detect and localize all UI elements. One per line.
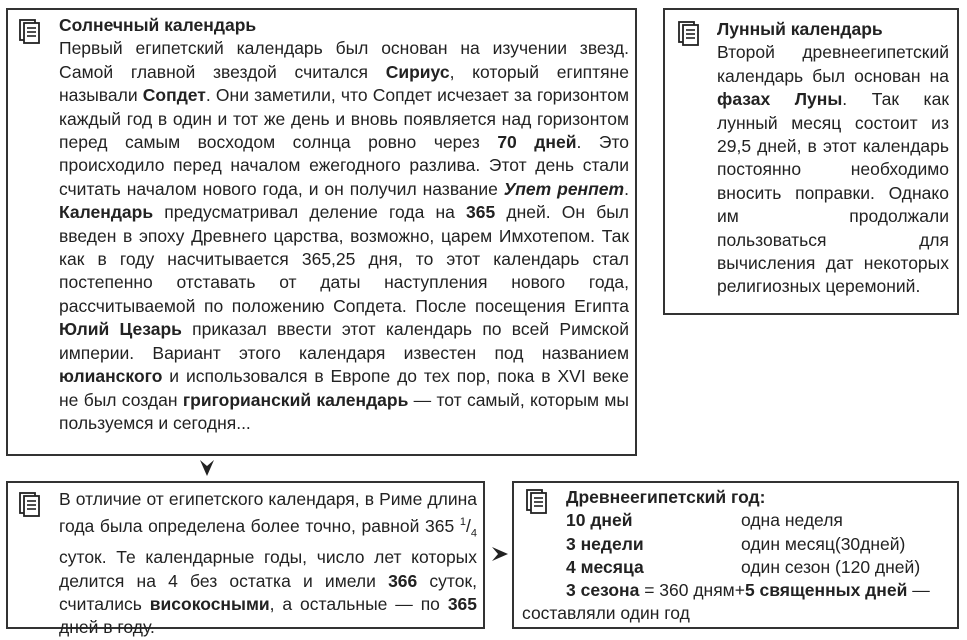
lunar-calendar-title: Лунный календарь — [717, 19, 883, 39]
egyptian-year-title: Древнеегипетский год: — [566, 487, 766, 507]
solar-text-run: Юлий Цезарь — [59, 319, 182, 340]
solar-text-run: григорианский календарь — [182, 389, 409, 410]
solar-text-run: Упет ренпет — [503, 178, 625, 199]
document-icon — [19, 19, 41, 45]
year-row — [566, 556, 951, 579]
year-row — [566, 509, 951, 532]
lunar-calendar-body — [717, 41, 949, 298]
solar-text-run: приказал ввести этот календарь по всей Римской империи. Вариант этого календаря известен под названием — [59, 319, 630, 363]
solar-text-run: и использовался в Европе до тех пор, пока в XVI веке не был создан — [59, 366, 629, 410]
solar-calendar-text — [59, 14, 629, 435]
solar-text-run: 365 — [466, 202, 496, 223]
lunar-text-run: Второй древнеегипетский календарь был основан на — [717, 42, 949, 86]
lunar-text-run: . Так как лунный месяц состоит из 29,5 дней, в этот календарь постоянно необходимо вносить поправки. Однако им продолжали пользоваться для вычисления дат некоторых религиозных церемоний. — [717, 89, 949, 297]
roman-calendar-text: В отличие от египетского календаря, в Риме длина года была определена более точно, равной 365 $^1/_4$ суток. Те календарные годы, число лет которых делится на 4 без остатка и имели 366 суток, считались високосными, а остальные — по 365 дней в году. — [59, 489, 478, 638]
lunar-calendar-box — [663, 8, 959, 315]
arrow-right-icon — [490, 545, 510, 563]
year-row-value: одна неделя — [741, 510, 843, 531]
solar-calendar-body — [59, 37, 629, 435]
solar-text-run: предусматривал деление года на — [153, 202, 467, 223]
roman-calendar-box — [6, 481, 485, 638]
lunar-text-run: фазах Луны — [717, 89, 843, 110]
solar-text-run: — тот самый, которым мы пользуемся и сегодня... — [59, 389, 629, 433]
solar-text-run: , который египтяне называли — [59, 61, 629, 106]
solar-text-run: 70 дней — [497, 132, 577, 153]
arrow-down-icon — [198, 458, 216, 480]
solar-text-run: Сириус — [385, 61, 450, 82]
lunar-calendar-text — [717, 18, 949, 299]
document-icon — [678, 21, 700, 47]
egyptian-year-text — [566, 486, 951, 580]
year-row-key: 4 месяца — [566, 557, 644, 578]
egyptian-year-box — [512, 481, 959, 629]
year-row-key: 3 недели — [566, 533, 644, 554]
egyptian-year-rows — [566, 509, 951, 579]
solar-text-run: Сопдет — [142, 85, 206, 106]
solar-calendar-title: Солнечный календарь — [59, 15, 257, 35]
document-icon — [526, 489, 548, 515]
solar-text-run: дней. Он был введен в эпоху Древнего царства, возможно, царем Имхотепом. Так как в году насчитывается 365,25 дня, то этот календарь стал постепенно отставать от даты наступления нового года, рассчитываемой по положению Сопдета. После посещения Египта — [59, 202, 630, 316]
document-icon — [19, 492, 41, 518]
year-row-value: один сезон (120 дней) — [741, 557, 921, 578]
year-row-value: один месяц(30дней) — [741, 533, 906, 554]
solar-text-run: Календарь — [59, 202, 154, 223]
year-row — [566, 533, 951, 556]
solar-text-run: . Они заметили, что Сопдет исчезает за горизонтом каждый год в один и тот же день и вновь появляется над горизонтом перед самым восходом солнца ровно через — [59, 85, 629, 153]
solar-text-run: Первый египетский календарь был основан на изучении звезд. Самой главной звездой считался — [59, 38, 629, 82]
solar-text-run: . — [624, 178, 629, 199]
solar-text-run: . Это происходило перед началом ежегодного разлива. Этот день стали считать началом нового года, и он получил название — [59, 132, 630, 199]
year-row-key: 10 дней — [566, 510, 633, 531]
solar-calendar-box — [6, 8, 637, 456]
solar-text-run: юлианского — [59, 366, 163, 387]
egyptian-year-summary: 3 сезона = 360 дням+5 священных дней — составляли один год — [522, 580, 930, 624]
